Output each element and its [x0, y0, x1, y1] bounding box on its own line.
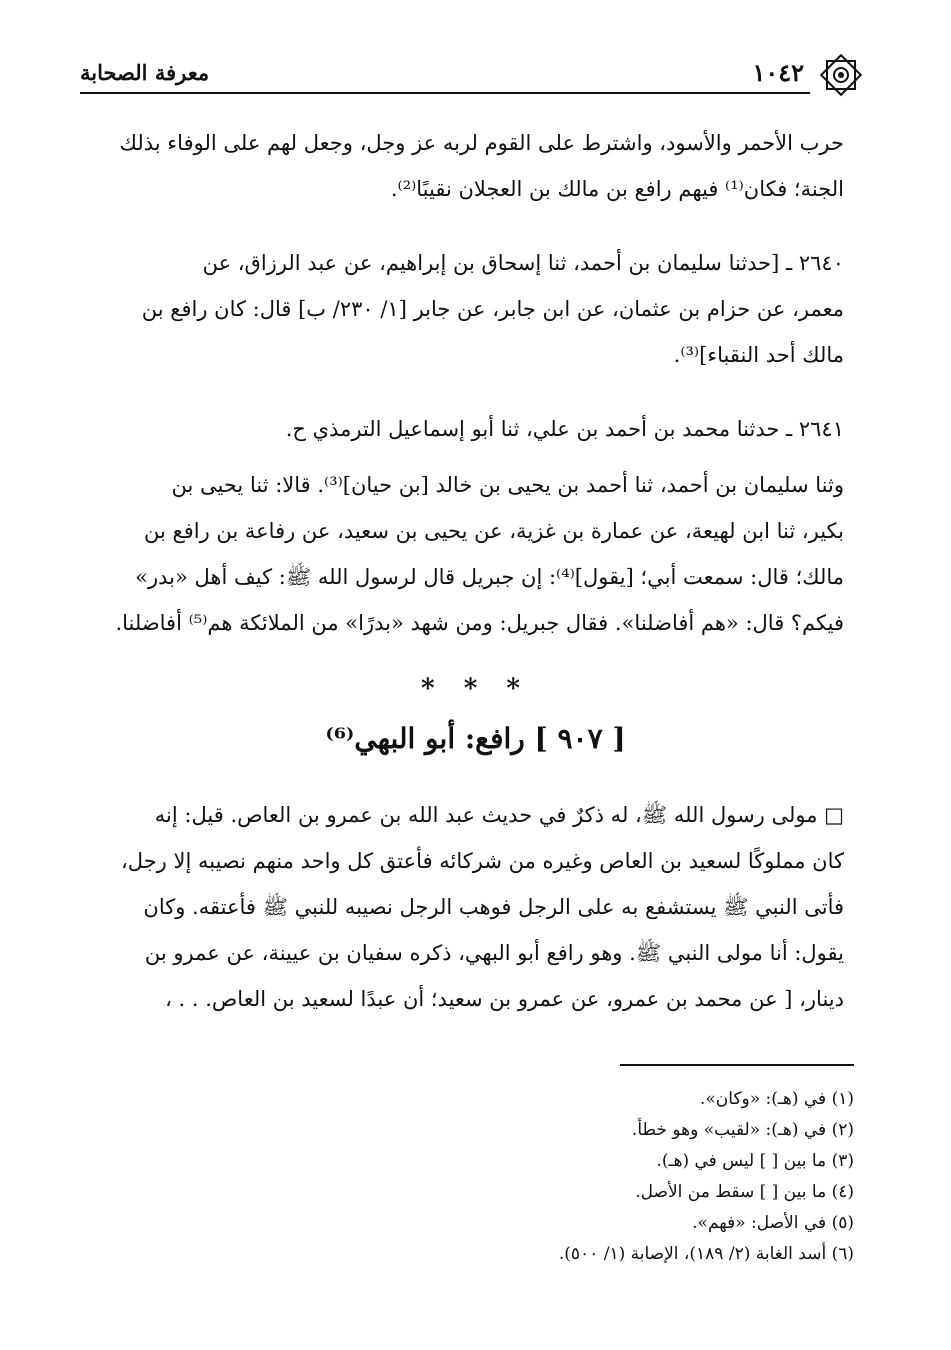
text-line: الجنة؛ فكان⁽¹⁾ فيهم رافع بن مالك بن العجلان نقيبًا⁽²⁾. [390, 177, 844, 201]
footnote: (٥) في الأصل: «فهم». [692, 1213, 854, 1233]
entry-biography [80, 792, 844, 1022]
book-title: معرفة الصحابة [80, 60, 210, 85]
text-line: يقول: أنا مولى النبي ﷺ. وهو رافع أبو البهي، ذكره سفيان بن عيينة، عن عمرو بن [144, 941, 844, 965]
text-line: دينار، [ عن محمد بن عمرو، عن عمرو بن سعيد؛ أن عبدًا لسعيد بن العاص. . . ، [165, 987, 844, 1011]
text-line: ٢٦٤٠ ـ [حدثنا سليمان بن أحمد، ثنا إسحاق بن إبراهيم، عن عبد الرزاق، عن [202, 251, 844, 275]
hadith-2640 [80, 240, 844, 378]
page-number: ١٠٤٢ [752, 58, 804, 87]
text-line: معمر، عن حزام بن عثمان، عن ابن جابر، عن جابر [١/ ٢٣٠/ ب] قال: كان رافع بن [141, 297, 844, 321]
footnote: (٤) ما بين [ ] سقط من الأصل. [635, 1182, 854, 1202]
paragraph-continuation [80, 120, 844, 212]
text-line: وثنا سليمان بن أحمد، ثنا أحمد بن يحيى بن خالد [بن حيان]⁽³⁾. قالا: ثنا يحيى بن [171, 473, 844, 497]
text-line: بكير، ثنا ابن لهيعة، عن عمارة بن غزية، عن يحيى بن سعيد، عن رفاعة بن رافع بن [144, 519, 844, 543]
footnotes [360, 1084, 854, 1270]
text-line: مالك؛ قال: سمعت أبي؛ [يقول]⁽⁴⁾: إن جبريل قال لرسول الله ﷺ: كيف أهل «بدر» [135, 565, 844, 589]
text-line: □ مولى رسول الله ﷺ، له ذكرٌ في حديث عبد الله بن عمرو بن العاص. قيل: إنه [154, 803, 844, 827]
footnote: (٦) أسد الغابة (٢/ ١٨٩)، الإصابة (١/ ٥٠٠). [558, 1244, 854, 1264]
footnote: (٢) في (هـ): «لقيب» وهو خطأ. [631, 1120, 854, 1140]
entry-heading: [ ٩٠٧ ] رافع: أبو البهي⁽⁶⁾ [325, 722, 626, 755]
section-separator: * * * [421, 674, 530, 704]
page-header [80, 52, 852, 94]
text-line: ٢٦٤١ ـ حدثنا محمد بن أحمد بن علي، ثنا أبو إسماعيل الترمذي ح. [285, 417, 844, 441]
hadith-2641-continuation [80, 462, 844, 646]
footnote-divider [620, 1064, 854, 1066]
text-line: فأتى النبي ﷺ يستشفع به على الرجل فوهب الرجل نصيبه للنبي ﷺ فأعتقه. وكان [143, 895, 844, 919]
hadith-2641 [80, 406, 844, 452]
header-divider [80, 92, 810, 94]
text-line: مالك أحد النقباء]⁽³⁾. [673, 343, 844, 367]
footnote: (١) في (هـ): «وكان». [699, 1089, 854, 1109]
text-line: كان مملوكًا لسعيد بن العاص وغيره من شركائه فأعتق كل واحد منهم نصيبه إلا رجل، [121, 849, 844, 873]
text-line: فيكم؟ قال: «هم أفاضلنا». فقال جبريل: ومن شهد «بدرًا» من الملائكة هم⁽⁵⁾ أفاضلنا. [115, 611, 844, 635]
star-ornament-icon [818, 52, 864, 98]
text-line: حرب الأحمر والأسود، واشترط على القوم لربه عز وجل، وجعل لهم على الوفاء بذلك [119, 131, 844, 155]
footnote: (٣) ما بين [ ] ليس في (هـ). [656, 1151, 854, 1171]
